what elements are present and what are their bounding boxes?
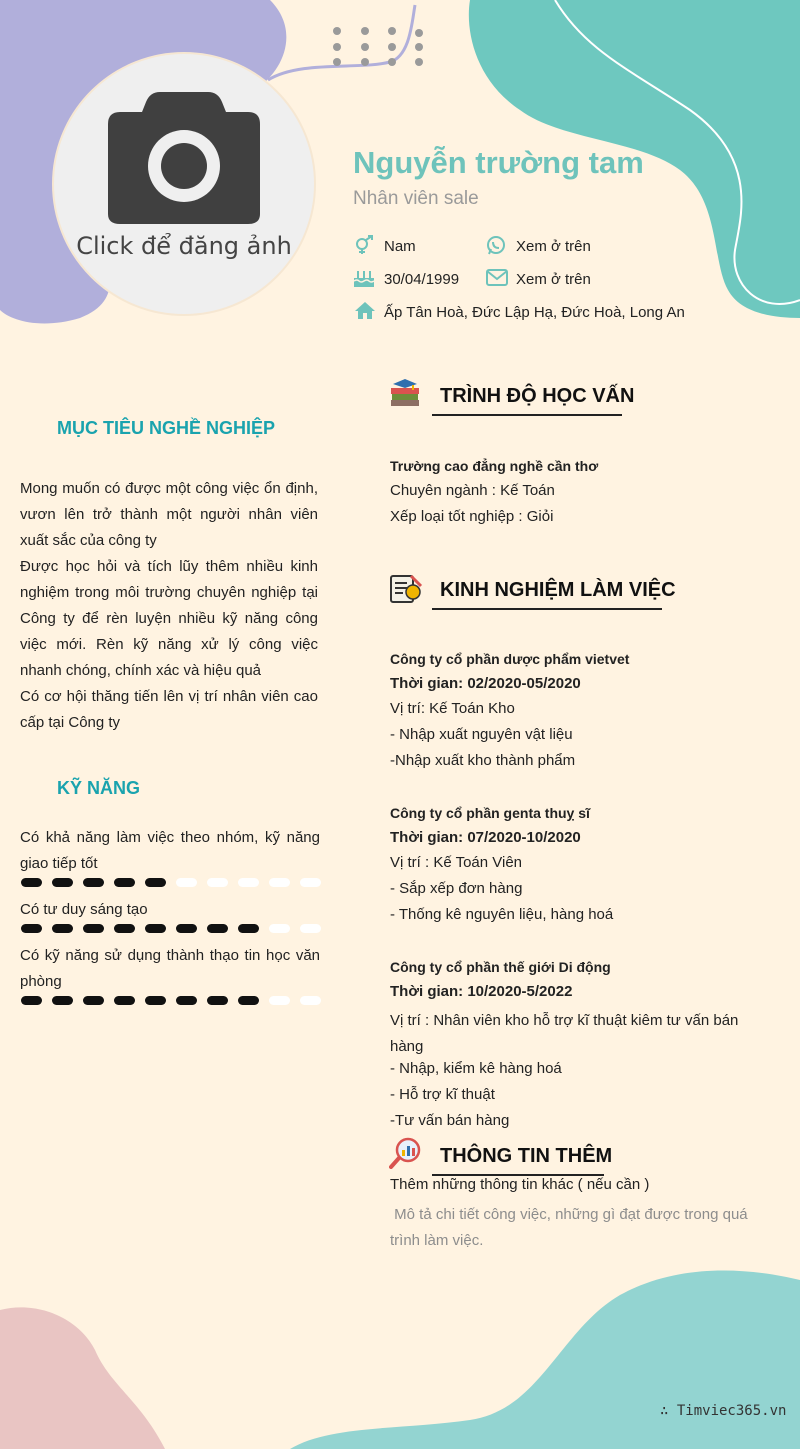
job-task: - Thống kê nguyên liệu, hàng hoá — [390, 906, 614, 923]
skill-dash-filled — [21, 996, 42, 1005]
skill-dash-filled — [114, 924, 135, 933]
gender-value: Nam — [384, 238, 416, 255]
email-value: Xem ở trên — [516, 271, 591, 288]
skill-name: Có tư duy sáng tạo — [20, 901, 148, 918]
skill-dash-filled — [83, 878, 104, 887]
skill-name: Có khả năng làm việc theo nhóm, kỹ năng giao tiếp tốt — [20, 829, 320, 872]
skill-dash-filled — [207, 924, 228, 933]
objective-text: Mong muốn có được một công việc ổn định, vươn lên trở thành một người nhân viên xuất sắc của công ty Được học hỏi và tích lũy thêm nhiều kinh nghiệm trong môi trường chuyên nghiệp tại Công ty để rèn luyện nhiều kỹ năng công việc mới. Rèn kỹ năng xử lý công việc nhanh chóng, chính xác và hiệu quả Có cơ hội thăng tiến lên vị trí nhân viên cao cấp tại Công ty — [20, 480, 318, 731]
skill-dash-filled — [52, 996, 73, 1005]
job-time: Thời gian: 07/2020-10/2020 — [390, 829, 581, 846]
job-company: Công ty cổ phần genta thuỵ sĩ — [390, 805, 590, 821]
birthday-cake-icon — [353, 268, 375, 288]
skill-dash-filled — [145, 878, 166, 887]
skill-dash-empty — [269, 878, 290, 887]
job-company: Công ty cổ phần thế giới Di động — [390, 959, 611, 975]
job-task: - Sắp xếp đơn hàng — [390, 880, 523, 897]
skill-dash-empty — [300, 996, 321, 1005]
extra-info-description: Mô tả chi tiết công việc, những gì đạt được trong quá trình làm việc. — [390, 1206, 752, 1249]
skill-dash-filled — [83, 924, 104, 933]
graduation-grade: Xếp loại tốt nghiệp : Giỏi — [390, 508, 554, 525]
camera-icon — [106, 90, 262, 226]
job-time: Thời gian: 02/2020-05/2020 — [390, 675, 581, 692]
phone-value: Xem ở trên — [516, 238, 591, 255]
education-books-icon — [389, 378, 421, 410]
education-title-underline — [432, 414, 622, 416]
brand-watermark: ∴ Timviec365.vn — [660, 1403, 787, 1419]
skills-title: KỸ NĂNG — [57, 778, 141, 798]
home-icon — [354, 301, 376, 320]
photo-caption: Click để đăng ảnh — [76, 232, 292, 260]
gender-icon — [354, 235, 374, 255]
skill-rating-bar — [21, 996, 321, 1005]
job-task: - Nhập xuất nguyên vật liệu — [390, 726, 573, 743]
phone-icon — [486, 235, 506, 255]
extra-info-title: THÔNG TIN THÊM — [440, 1145, 613, 1167]
objective-title: MỤC TIÊU NGHỀ NGHIỆP — [57, 418, 276, 438]
extra-info-line: Thêm những thông tin khác ( nếu cần ) — [390, 1176, 650, 1193]
magnifier-chart-icon — [389, 1137, 423, 1169]
skill-dash-empty — [300, 878, 321, 887]
skill-dash-empty — [176, 878, 197, 887]
skill-dash-filled — [21, 878, 42, 887]
job-position: Vị trí: Kế Toán Kho — [390, 700, 515, 717]
skill-dash-empty — [269, 924, 290, 933]
skill-dash-filled — [114, 996, 135, 1005]
skill-dash-filled — [83, 996, 104, 1005]
skill-dash-filled — [52, 878, 73, 887]
job-task: - Nhập, kiểm kê hàng hoá — [390, 1060, 562, 1077]
skill-dash-filled — [145, 924, 166, 933]
skill-dash-filled — [238, 924, 259, 933]
skill-dash-filled — [176, 996, 197, 1005]
skill-dash-empty — [269, 996, 290, 1005]
skill-dash-empty — [207, 878, 228, 887]
birthday-value: 30/04/1999 — [384, 271, 460, 288]
school-name: Trường cao đẳng nghề cần thơ — [390, 458, 599, 474]
address-value: Ấp Tân Hoà, Đức Lập Hạ, Đức Hoà, Long An — [384, 304, 685, 321]
skill-dash-filled — [21, 924, 42, 933]
skill-dash-filled — [145, 996, 166, 1005]
skill-rating-bar — [21, 878, 321, 887]
major: Chuyên ngành : Kế Toán — [390, 482, 555, 499]
work-experience-icon — [389, 572, 423, 604]
job-position: Vị trí : Nhân viên kho hỗ trợ kĩ thuật kiêm tư vấn bán hàng — [390, 1012, 739, 1055]
education-title: TRÌNH ĐỘ HỌC VẤN — [440, 385, 635, 407]
skill-dash-filled — [176, 924, 197, 933]
skill-dash-filled — [114, 878, 135, 887]
experience-title-underline — [432, 608, 662, 610]
job-task: -Tư vấn bán hàng — [390, 1112, 510, 1129]
job-task: - Hỗ trợ kĩ thuật — [390, 1086, 495, 1103]
job-position: Vị trí : Kế Toán Viên — [390, 854, 523, 871]
skill-dash-filled — [238, 996, 259, 1005]
job-company: Công ty cổ phần dược phẩm vietvet — [390, 651, 630, 667]
skill-dash-filled — [52, 924, 73, 933]
skill-dash-empty — [238, 878, 259, 887]
job-title: Nhân viên sale — [353, 188, 479, 209]
job-time: Thời gian: 10/2020-5/2022 — [390, 983, 573, 1000]
job-task: -Nhập xuất kho thành phẩm — [390, 752, 576, 769]
skill-name: Có kỹ năng sử dụng thành thạo tin học văn phòng — [20, 947, 320, 990]
skill-dash-empty — [300, 924, 321, 933]
avatar-upload[interactable] — [52, 52, 316, 316]
full-name: Nguyễn trường tam — [353, 145, 644, 180]
skill-dash-filled — [207, 996, 228, 1005]
skill-rating-bar — [21, 924, 321, 933]
email-icon — [486, 269, 508, 286]
experience-title: KINH NGHIỆM LÀM VIỆC — [440, 579, 676, 601]
